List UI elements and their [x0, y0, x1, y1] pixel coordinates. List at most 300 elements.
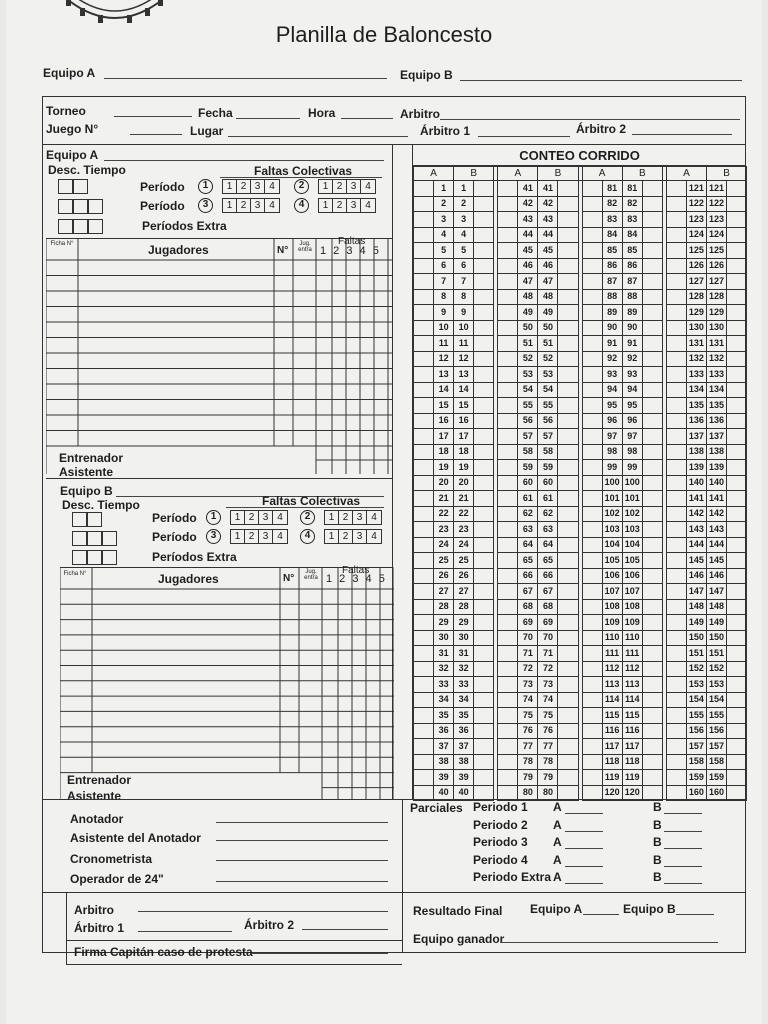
score-mark-b[interactable] — [558, 305, 578, 321]
score-mark-b[interactable] — [558, 320, 578, 336]
team-b-fouls-period-2[interactable]: 1 2 3 4 — [324, 510, 382, 525]
score-mark-a[interactable] — [666, 305, 686, 321]
score-mark-b[interactable] — [474, 475, 494, 491]
score-mark-a[interactable] — [666, 351, 686, 367]
score-mark-b[interactable] — [474, 382, 494, 398]
score-mark-b[interactable] — [558, 739, 578, 755]
score-mark-b[interactable] — [727, 692, 747, 708]
score-mark-a[interactable] — [666, 661, 686, 677]
score-mark-b[interactable] — [727, 274, 747, 290]
score-mark-a[interactable] — [414, 506, 434, 522]
score-mark-a[interactable] — [582, 537, 602, 553]
score-mark-a[interactable] — [498, 320, 518, 336]
partial-a-field[interactable] — [565, 813, 603, 814]
score-mark-b[interactable] — [558, 258, 578, 274]
score-mark-b[interactable] — [558, 460, 578, 476]
score-mark-b[interactable] — [642, 413, 662, 429]
score-mark-a[interactable] — [414, 336, 434, 352]
score-mark-a[interactable] — [582, 630, 602, 646]
partial-a-field[interactable] — [565, 848, 603, 849]
score-mark-a[interactable] — [582, 429, 602, 445]
referee-field[interactable] — [138, 911, 388, 912]
partial-b-field[interactable] — [664, 831, 702, 832]
score-mark-a[interactable] — [414, 661, 434, 677]
score-mark-a[interactable] — [582, 677, 602, 693]
referee1-field[interactable] — [138, 931, 232, 932]
score-mark-a[interactable] — [414, 181, 434, 197]
score-mark-a[interactable] — [582, 522, 602, 538]
score-mark-b[interactable] — [727, 491, 747, 507]
score-mark-a[interactable] — [414, 615, 434, 631]
arbitro2-field[interactable] — [632, 134, 732, 135]
score-mark-a[interactable] — [582, 320, 602, 336]
torneo-field[interactable] — [114, 116, 192, 117]
captain-field[interactable] — [252, 953, 388, 954]
score-mark-b[interactable] — [474, 258, 494, 274]
score-mark-a[interactable] — [414, 770, 434, 786]
shot-clock-field[interactable] — [216, 881, 388, 882]
score-mark-b[interactable] — [727, 429, 747, 445]
score-mark-a[interactable] — [666, 196, 686, 212]
score-mark-b[interactable] — [474, 754, 494, 770]
score-mark-a[interactable] — [666, 522, 686, 538]
score-mark-b[interactable] — [474, 320, 494, 336]
score-mark-a[interactable] — [498, 630, 518, 646]
score-mark-a[interactable] — [582, 723, 602, 739]
score-mark-a[interactable] — [414, 475, 434, 491]
score-mark-b[interactable] — [558, 754, 578, 770]
score-mark-b[interactable] — [642, 692, 662, 708]
score-mark-a[interactable] — [582, 444, 602, 460]
score-mark-b[interactable] — [727, 181, 747, 197]
score-mark-b[interactable] — [558, 537, 578, 553]
score-mark-a[interactable] — [666, 460, 686, 476]
score-mark-a[interactable] — [582, 274, 602, 290]
score-mark-b[interactable] — [642, 739, 662, 755]
score-mark-a[interactable] — [414, 630, 434, 646]
score-mark-a[interactable] — [498, 367, 518, 383]
team-b-timeout-box[interactable] — [72, 550, 87, 565]
fecha-field[interactable] — [236, 118, 300, 119]
score-mark-a[interactable] — [582, 398, 602, 414]
score-mark-b[interactable] — [727, 723, 747, 739]
score-mark-a[interactable] — [582, 305, 602, 321]
score-mark-a[interactable] — [582, 506, 602, 522]
score-mark-a[interactable] — [582, 661, 602, 677]
score-mark-b[interactable] — [558, 367, 578, 383]
team-a-timeout-box[interactable] — [58, 219, 73, 234]
score-mark-a[interactable] — [582, 351, 602, 367]
score-mark-a[interactable] — [414, 289, 434, 305]
score-mark-b[interactable] — [727, 460, 747, 476]
score-mark-b[interactable] — [642, 382, 662, 398]
score-mark-b[interactable] — [558, 196, 578, 212]
score-mark-b[interactable] — [642, 181, 662, 197]
score-mark-a[interactable] — [666, 181, 686, 197]
score-mark-b[interactable] — [558, 181, 578, 197]
score-mark-a[interactable] — [666, 630, 686, 646]
score-mark-b[interactable] — [474, 522, 494, 538]
score-mark-b[interactable] — [727, 739, 747, 755]
score-mark-a[interactable] — [582, 646, 602, 662]
score-mark-b[interactable] — [474, 692, 494, 708]
score-mark-a[interactable] — [666, 398, 686, 414]
score-mark-b[interactable] — [642, 630, 662, 646]
score-mark-b[interactable] — [558, 274, 578, 290]
score-mark-b[interactable] — [558, 413, 578, 429]
score-mark-a[interactable] — [582, 692, 602, 708]
score-mark-b[interactable] — [727, 289, 747, 305]
score-mark-a[interactable] — [666, 227, 686, 243]
team-a-timeout-box[interactable] — [73, 199, 88, 214]
score-mark-a[interactable] — [498, 460, 518, 476]
score-mark-b[interactable] — [474, 196, 494, 212]
score-mark-a[interactable] — [498, 599, 518, 615]
score-mark-a[interactable] — [498, 692, 518, 708]
score-mark-b[interactable] — [474, 599, 494, 615]
score-mark-b[interactable] — [727, 444, 747, 460]
assistant-scorer-field[interactable] — [216, 840, 388, 841]
score-mark-b[interactable] — [474, 181, 494, 197]
score-mark-b[interactable] — [727, 615, 747, 631]
score-mark-a[interactable] — [498, 770, 518, 786]
score-mark-b[interactable] — [642, 274, 662, 290]
score-mark-a[interactable] — [414, 258, 434, 274]
partial-b-field[interactable] — [664, 866, 702, 867]
score-mark-a[interactable] — [498, 646, 518, 662]
score-mark-a[interactable] — [498, 181, 518, 197]
score-mark-b[interactable] — [558, 584, 578, 600]
score-mark-b[interactable] — [642, 398, 662, 414]
score-mark-a[interactable] — [414, 537, 434, 553]
score-mark-a[interactable] — [414, 491, 434, 507]
team-b-timeout-box[interactable] — [72, 531, 87, 546]
score-mark-b[interactable] — [558, 568, 578, 584]
score-mark-b[interactable] — [642, 212, 662, 228]
lugar-field[interactable] — [228, 136, 408, 137]
score-mark-a[interactable] — [666, 568, 686, 584]
team-b-fouls-period-4[interactable]: 1 2 3 4 — [324, 529, 382, 544]
score-mark-b[interactable] — [558, 553, 578, 569]
score-mark-a[interactable] — [498, 429, 518, 445]
score-mark-a[interactable] — [414, 708, 434, 724]
winner-field[interactable] — [500, 942, 718, 943]
score-mark-a[interactable] — [498, 351, 518, 367]
score-mark-b[interactable] — [642, 537, 662, 553]
team-a-timeout-box[interactable] — [73, 219, 88, 234]
score-mark-a[interactable] — [414, 196, 434, 212]
score-mark-b[interactable] — [474, 568, 494, 584]
score-mark-a[interactable] — [498, 196, 518, 212]
score-mark-b[interactable] — [642, 289, 662, 305]
score-mark-a[interactable] — [666, 615, 686, 631]
team-b-players-grid[interactable] — [60, 567, 394, 799]
score-mark-b[interactable] — [727, 599, 747, 615]
score-mark-b[interactable] — [558, 227, 578, 243]
score-mark-b[interactable] — [727, 367, 747, 383]
score-mark-b[interactable] — [727, 475, 747, 491]
score-mark-a[interactable] — [582, 181, 602, 197]
score-mark-b[interactable] — [727, 708, 747, 724]
score-mark-a[interactable] — [666, 677, 686, 693]
score-mark-b[interactable] — [474, 212, 494, 228]
team-a-timeout-box[interactable] — [88, 199, 103, 214]
arbitro1-field[interactable] — [478, 136, 570, 137]
score-mark-b[interactable] — [642, 227, 662, 243]
score-mark-a[interactable] — [666, 212, 686, 228]
score-mark-b[interactable] — [558, 677, 578, 693]
score-mark-a[interactable] — [498, 754, 518, 770]
score-mark-a[interactable] — [498, 506, 518, 522]
score-mark-a[interactable] — [414, 754, 434, 770]
referee2-field[interactable] — [302, 929, 388, 930]
score-mark-a[interactable] — [582, 243, 602, 259]
score-mark-a[interactable] — [582, 491, 602, 507]
score-mark-a[interactable] — [666, 413, 686, 429]
score-mark-b[interactable] — [642, 553, 662, 569]
score-mark-a[interactable] — [666, 243, 686, 259]
score-mark-a[interactable] — [414, 444, 434, 460]
score-mark-b[interactable] — [474, 723, 494, 739]
score-mark-b[interactable] — [727, 212, 747, 228]
score-mark-b[interactable] — [558, 522, 578, 538]
hora-field[interactable] — [341, 118, 393, 119]
score-mark-b[interactable] — [474, 398, 494, 414]
score-mark-b[interactable] — [642, 522, 662, 538]
score-mark-a[interactable] — [414, 677, 434, 693]
team-b-field[interactable] — [460, 80, 742, 81]
team-a-fouls-period-4[interactable]: 1 2 3 4 — [318, 198, 376, 213]
score-mark-a[interactable] — [666, 506, 686, 522]
score-mark-b[interactable] — [642, 367, 662, 383]
score-mark-a[interactable] — [582, 568, 602, 584]
score-mark-b[interactable] — [642, 677, 662, 693]
score-mark-b[interactable] — [558, 336, 578, 352]
score-mark-a[interactable] — [414, 305, 434, 321]
final-team-b-field[interactable] — [676, 914, 714, 915]
score-mark-a[interactable] — [582, 460, 602, 476]
score-mark-b[interactable] — [474, 413, 494, 429]
score-mark-b[interactable] — [642, 336, 662, 352]
score-mark-b[interactable] — [727, 553, 747, 569]
score-mark-a[interactable] — [582, 367, 602, 383]
score-mark-b[interactable] — [727, 584, 747, 600]
score-mark-b[interactable] — [558, 692, 578, 708]
score-mark-b[interactable] — [558, 661, 578, 677]
score-mark-b[interactable] — [474, 584, 494, 600]
score-mark-b[interactable] — [727, 522, 747, 538]
score-mark-b[interactable] — [558, 212, 578, 228]
score-mark-b[interactable] — [558, 723, 578, 739]
score-mark-a[interactable] — [414, 413, 434, 429]
score-mark-b[interactable] — [474, 460, 494, 476]
score-mark-b[interactable] — [642, 770, 662, 786]
score-mark-a[interactable] — [666, 258, 686, 274]
score-mark-a[interactable] — [498, 274, 518, 290]
score-mark-b[interactable] — [474, 506, 494, 522]
score-mark-b[interactable] — [558, 429, 578, 445]
score-mark-a[interactable] — [414, 382, 434, 398]
score-mark-a[interactable] — [498, 522, 518, 538]
score-mark-b[interactable] — [474, 274, 494, 290]
score-mark-b[interactable] — [558, 243, 578, 259]
score-mark-a[interactable] — [498, 336, 518, 352]
score-mark-b[interactable] — [474, 708, 494, 724]
team-b-fouls-period-1[interactable]: 1 2 3 4 — [230, 510, 288, 525]
score-mark-a[interactable] — [582, 382, 602, 398]
score-mark-a[interactable] — [666, 692, 686, 708]
score-mark-b[interactable] — [558, 646, 578, 662]
score-mark-a[interactable] — [414, 692, 434, 708]
score-mark-a[interactable] — [498, 289, 518, 305]
score-mark-b[interactable] — [474, 770, 494, 786]
score-mark-a[interactable] — [498, 444, 518, 460]
score-mark-a[interactable] — [666, 320, 686, 336]
team-a-fouls-period-1[interactable]: 1 2 3 4 — [222, 179, 280, 194]
partial-b-field[interactable] — [664, 813, 702, 814]
score-mark-a[interactable] — [498, 739, 518, 755]
score-mark-a[interactable] — [582, 413, 602, 429]
score-mark-a[interactable] — [666, 584, 686, 600]
score-mark-a[interactable] — [414, 398, 434, 414]
score-mark-a[interactable] — [666, 274, 686, 290]
score-mark-a[interactable] — [414, 646, 434, 662]
score-mark-b[interactable] — [642, 243, 662, 259]
score-mark-a[interactable] — [582, 708, 602, 724]
score-mark-b[interactable] — [474, 630, 494, 646]
score-mark-a[interactable] — [498, 677, 518, 693]
timekeeper-field[interactable] — [216, 860, 388, 861]
score-mark-a[interactable] — [498, 382, 518, 398]
score-mark-a[interactable] — [414, 460, 434, 476]
score-mark-a[interactable] — [582, 553, 602, 569]
scorer-field[interactable] — [216, 822, 388, 823]
score-mark-a[interactable] — [414, 599, 434, 615]
score-mark-b[interactable] — [558, 708, 578, 724]
score-mark-b[interactable] — [727, 398, 747, 414]
score-mark-b[interactable] — [474, 227, 494, 243]
team-a-fouls-period-3[interactable]: 1 2 3 4 — [222, 198, 280, 213]
score-mark-a[interactable] — [498, 413, 518, 429]
score-mark-b[interactable] — [642, 429, 662, 445]
score-mark-a[interactable] — [414, 584, 434, 600]
team-b-timeout-box[interactable] — [87, 550, 102, 565]
score-mark-a[interactable] — [414, 723, 434, 739]
score-mark-b[interactable] — [474, 491, 494, 507]
team-b-fouls-period-3[interactable]: 1 2 3 4 — [230, 529, 288, 544]
score-mark-b[interactable] — [642, 568, 662, 584]
score-mark-b[interactable] — [642, 444, 662, 460]
score-mark-a[interactable] — [666, 367, 686, 383]
score-mark-a[interactable] — [498, 212, 518, 228]
score-mark-a[interactable] — [414, 522, 434, 538]
score-mark-a[interactable] — [582, 289, 602, 305]
arbitro-field[interactable] — [440, 119, 740, 120]
score-mark-b[interactable] — [474, 537, 494, 553]
score-mark-b[interactable] — [558, 398, 578, 414]
score-mark-b[interactable] — [642, 599, 662, 615]
score-mark-b[interactable] — [727, 661, 747, 677]
team-b-timeout-box[interactable] — [72, 512, 87, 527]
score-mark-b[interactable] — [727, 646, 747, 662]
score-mark-a[interactable] — [666, 599, 686, 615]
score-mark-a[interactable] — [498, 708, 518, 724]
score-mark-a[interactable] — [498, 475, 518, 491]
partial-a-field[interactable] — [565, 831, 603, 832]
score-mark-b[interactable] — [474, 289, 494, 305]
score-mark-a[interactable] — [666, 708, 686, 724]
score-mark-a[interactable] — [582, 615, 602, 631]
team-a-timeout-box[interactable] — [58, 179, 73, 194]
score-mark-b[interactable] — [727, 320, 747, 336]
score-mark-b[interactable] — [642, 258, 662, 274]
score-mark-a[interactable] — [414, 553, 434, 569]
score-mark-b[interactable] — [558, 630, 578, 646]
team-b-timeout-box[interactable] — [87, 512, 102, 527]
score-mark-a[interactable] — [666, 429, 686, 445]
score-mark-b[interactable] — [474, 553, 494, 569]
score-mark-a[interactable] — [498, 568, 518, 584]
score-mark-a[interactable] — [498, 615, 518, 631]
score-mark-b[interactable] — [474, 429, 494, 445]
score-mark-b[interactable] — [474, 661, 494, 677]
score-mark-a[interactable] — [498, 398, 518, 414]
score-mark-b[interactable] — [474, 243, 494, 259]
team-a-name-field[interactable] — [104, 160, 384, 161]
score-mark-b[interactable] — [474, 646, 494, 662]
score-mark-a[interactable] — [414, 429, 434, 445]
score-mark-a[interactable] — [666, 723, 686, 739]
score-mark-b[interactable] — [642, 646, 662, 662]
score-mark-a[interactable] — [414, 320, 434, 336]
score-mark-a[interactable] — [666, 646, 686, 662]
score-mark-a[interactable] — [498, 537, 518, 553]
team-a-fouls-period-2[interactable]: 1 2 3 4 — [318, 179, 376, 194]
score-mark-a[interactable] — [582, 754, 602, 770]
score-mark-a[interactable] — [666, 537, 686, 553]
score-mark-b[interactable] — [474, 367, 494, 383]
team-b-timeout-box[interactable] — [87, 531, 102, 546]
score-mark-a[interactable] — [666, 444, 686, 460]
score-mark-b[interactable] — [727, 413, 747, 429]
score-mark-b[interactable] — [558, 506, 578, 522]
team-a-field[interactable] — [104, 78, 387, 79]
juego-field[interactable] — [130, 134, 182, 135]
score-mark-a[interactable] — [582, 258, 602, 274]
score-mark-a[interactable] — [666, 754, 686, 770]
score-mark-b[interactable] — [727, 351, 747, 367]
score-mark-b[interactable] — [558, 382, 578, 398]
partial-b-field[interactable] — [664, 848, 702, 849]
score-mark-b[interactable] — [727, 506, 747, 522]
score-mark-b[interactable] — [727, 677, 747, 693]
score-mark-a[interactable] — [582, 739, 602, 755]
score-mark-b[interactable] — [727, 382, 747, 398]
score-mark-b[interactable] — [558, 599, 578, 615]
score-mark-b[interactable] — [642, 615, 662, 631]
partial-a-field[interactable] — [565, 866, 603, 867]
score-mark-a[interactable] — [666, 382, 686, 398]
score-mark-b[interactable] — [642, 754, 662, 770]
score-mark-b[interactable] — [642, 506, 662, 522]
score-mark-a[interactable] — [666, 336, 686, 352]
score-mark-a[interactable] — [498, 243, 518, 259]
score-mark-b[interactable] — [474, 739, 494, 755]
score-mark-b[interactable] — [474, 336, 494, 352]
score-mark-a[interactable] — [498, 258, 518, 274]
partial-b-field[interactable] — [664, 883, 702, 884]
score-mark-b[interactable] — [642, 708, 662, 724]
